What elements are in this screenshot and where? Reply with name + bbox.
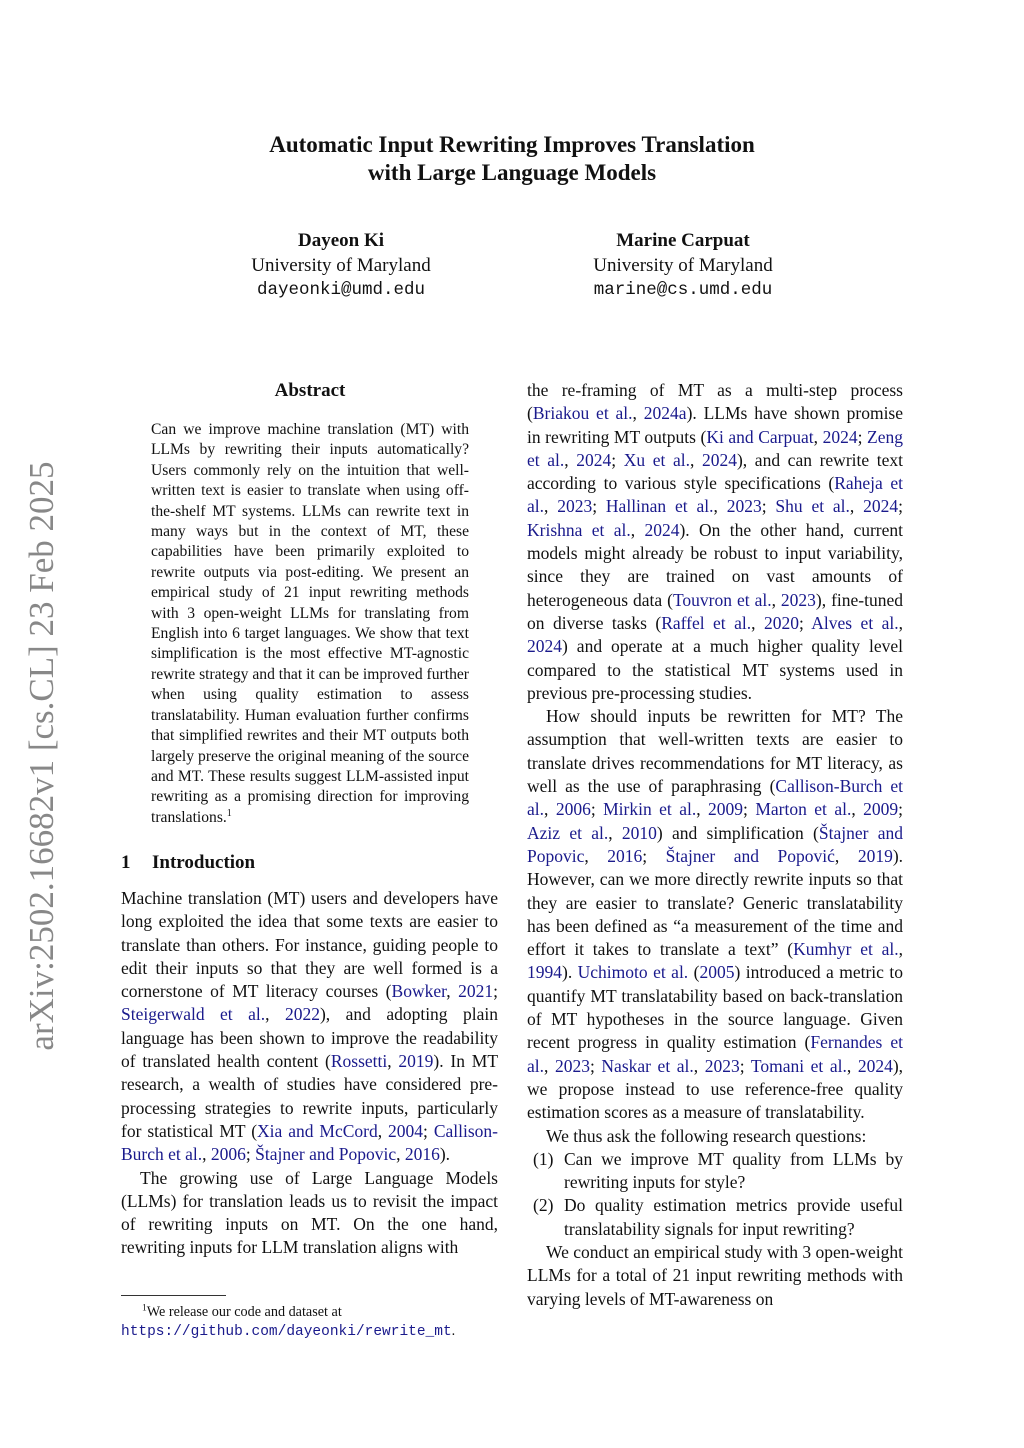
citation-link[interactable]: 2024: [527, 636, 562, 657]
citation-link[interactable]: 2024: [822, 426, 858, 447]
citation-link[interactable]: 2009: [863, 799, 899, 820]
citation-link[interactable]: 2016: [607, 845, 643, 866]
citation-link[interactable]: 2005: [699, 962, 735, 983]
citation-link[interactable]: 2023: [554, 1055, 590, 1076]
citation-link[interactable]: Štajner and Popović: [665, 845, 835, 866]
left-column: [121, 887, 498, 1260]
rq-text: Do quality estimation metrics provide useful translatability signals for input rewriting?: [564, 1195, 903, 1239]
citation-link[interactable]: Xia and McCord: [257, 1120, 378, 1141]
citation-link[interactable]: Touvron et al.: [672, 589, 772, 610]
arxiv-identifier: arXiv:2502.16682v1 [cs.CL] 23 Feb 2025: [22, 461, 61, 1051]
title-line-1: Automatic Input Rewriting Improves Translation: [269, 132, 755, 157]
citation-link[interactable]: Steigerwald et al.: [121, 1004, 266, 1025]
citation-link[interactable]: Zeng et al.: [527, 426, 903, 470]
intro-paragraph-4: How should inputs be rewritten for MT? The assumption that well-written texts are easier to translate drives recommendations for MT literacy, as well as the use of paraphrasing (Callison-Burch et al., 2006; Mirkin et al., 2009; Marton et al., 2009; Aziz et al., 2010) and simplification (Štajner and Popovic, 2016; Štajner and Popović, 2019). However, can we more directly rewrite inputs so that they are easier to translate? Generic translatability has been defined as “a measurement of the time and effort it takes to translate a text” (Kumhyr et al., 1994). Uchimoto et al. (2005) introduced a metric to quantify MT translatability based on back-translation of MT hypotheses in the source language. Given recent progress in quality estimation (Fernandes et al., 2023; Naskar et al., 2023; Tomani et al., 2024), we propose instead to use reference-free quality estimation scores as a measure of translatability.: [527, 706, 904, 1123]
research-question-1: [527, 1148, 903, 1195]
abstract-heading: Abstract: [274, 380, 346, 401]
citation-link[interactable]: Mirkin et al.: [603, 799, 697, 820]
citation-link[interactable]: 1994: [527, 962, 562, 983]
citation-link[interactable]: 2024: [701, 449, 737, 470]
section-heading-introduction: [121, 851, 499, 875]
citation-link[interactable]: 2016: [404, 1144, 440, 1165]
citation-link[interactable]: 2004: [388, 1120, 424, 1141]
citation-link[interactable]: 2024: [576, 449, 612, 470]
citation-link[interactable]: Aziz et al.: [527, 822, 609, 843]
citation-link[interactable]: 2010: [621, 822, 657, 843]
citation-link[interactable]: 2024: [863, 496, 899, 517]
citation-link[interactable]: 2006: [210, 1144, 246, 1165]
author-email[interactable]: dayeonki@umd.edu: [256, 280, 426, 300]
citation-link[interactable]: Fernandes et al.: [527, 1032, 904, 1076]
citation-link[interactable]: 2019: [398, 1051, 434, 1072]
right-column: [527, 379, 903, 1311]
title-line-2: with Large Language Models: [367, 160, 657, 185]
citation-link[interactable]: 2023: [726, 496, 762, 517]
citation-link[interactable]: 2009: [708, 799, 744, 820]
citation-link[interactable]: 2019: [857, 845, 893, 866]
citation-link[interactable]: 2006: [555, 799, 591, 820]
repository-link[interactable]: https://github.com/dayeonki/rewrite_mt: [121, 1323, 452, 1340]
research-question-2: [527, 1194, 903, 1241]
citation-link[interactable]: Raheja et al.: [527, 473, 903, 517]
footnote-number: 1: [142, 1303, 147, 1313]
citation-link[interactable]: Marton et al.: [755, 799, 852, 820]
footnote-divider: [121, 1295, 226, 1296]
author-block-1: [151, 229, 531, 303]
citation-link[interactable]: Bowker: [391, 981, 447, 1002]
citation-link[interactable]: Callison-Burch et al.: [121, 1120, 498, 1165]
paper-title: [0, 131, 1024, 187]
footnote-text: We release our code and dataset at: [146, 1303, 342, 1320]
citation-link[interactable]: Štajner and Popovic: [527, 822, 903, 866]
rq-number: (2): [533, 1195, 554, 1216]
abstract-text: [151, 420, 469, 828]
intro-paragraph-5: We conduct an empirical study with 3 open-weight LLMs for a total of 21 input rewriting methods with varying levels of MT-awareness on: [527, 1241, 903, 1309]
abstract-body-text: Can we improve machine translation (MT) with LLMs by rewriting their inputs automatically? Users commonly rely on the intuition that well-written text is easier to translate when using off-the-shelf MT systems. LLMs can rewrite text in many ways but in the context of MT, these capabilities have been primarily exploited to rewrite outputs via post-editing. We present an empirical study of 21 input rewriting methods with 3 open-weight LLMs for translating from English into 6 target languages. We show that text simplification is the most effective MT-agnostic rewrite strategy and that it can be improved further when using quality estimation to assess translatability. Human evaluation further confirms that simplified rewrites and their MT outputs both largely preserve the original meaning of the source and MT. These results suggest LLM-assisted input rewriting as a promising direction for improving translations.: [151, 421, 469, 826]
citation-link[interactable]: Naskar et al.: [601, 1055, 694, 1076]
rq-number: (1): [533, 1148, 554, 1169]
footnote-mark[interactable]: 1: [226, 807, 232, 819]
intro-paragraph-3: the re-framing of MT as a multi-step process (Briakou et al., 2024a). LLMs have shown promise in rewriting MT outputs (Ki and Carpuat, 2024; Zeng et al., 2024; Xu et al., 2024), and can rewrite text according to various style specifications (Raheja et al., 2023; Hallinan et al., 2023; Shu et al., 2024; Krishna et al., 2024). On the other hand, current models might already be robust to input variability, since they are trained on vast amounts of heterogeneous data (Touvron et al., 2023), fine-tuned on diverse tasks (Raffel et al., 2020; Alves et al., 2024) and operate at a much higher quality level compared to the statistical MT systems used in previous pre-processing studies.: [527, 380, 904, 703]
citation-link[interactable]: Callison-Burch et al.: [527, 776, 904, 820]
citation-link[interactable]: 2022: [284, 1004, 320, 1025]
author-affiliation: University of Maryland: [251, 254, 431, 276]
author-email[interactable]: marine@cs.umd.edu: [593, 280, 773, 300]
citation-link[interactable]: 2020: [763, 612, 799, 633]
citation-link[interactable]: 2023: [780, 589, 816, 610]
citation-link[interactable]: Tomani et al.: [750, 1055, 847, 1076]
citation-link[interactable]: Uchimoto et al.: [577, 962, 689, 983]
citation-link[interactable]: Krishna et al.: [527, 519, 631, 540]
citation-link[interactable]: Rossetti: [330, 1051, 388, 1072]
section-title: Introduction: [152, 852, 256, 873]
citation-link[interactable]: 2024: [857, 1055, 893, 1076]
footnote: $^1$We release our code and dataset at https://github.com/dayeonki/rewrite_mt.: [121, 1303, 456, 1340]
citation-link[interactable]: 2023: [704, 1055, 740, 1076]
citation-link[interactable]: 2023: [557, 496, 593, 517]
author-name: Marine Carpuat: [616, 230, 750, 251]
citation-link[interactable]: Raffel et al.: [661, 612, 752, 633]
citation-link[interactable]: 2024a: [643, 403, 687, 424]
author-block-2: [493, 229, 873, 303]
citation-link[interactable]: Štajner and Popovic: [255, 1144, 397, 1165]
citation-link[interactable]: Shu et al.: [775, 496, 850, 517]
section-number: 1: [121, 852, 131, 873]
rq-text: Can we improve MT quality from LLMs by rewriting inputs for style?: [564, 1148, 903, 1193]
citation-link[interactable]: 2021: [458, 981, 494, 1002]
citation-link[interactable]: Xu et al.: [623, 449, 690, 470]
intro-paragraph-2: The growing use of Large Language Models (LLMs) for translation leads us to revisit the impact of rewriting inputs on MT. On the one hand, rewriting inputs for LLM translation aligns with: [121, 1167, 498, 1258]
citation-link[interactable]: Alves et al.: [811, 612, 899, 633]
citation-link[interactable]: Hallinan et al.: [605, 496, 714, 517]
author-name: Dayeon Ki: [297, 230, 385, 251]
research-questions-intro: We thus ask the following research questions:: [546, 1125, 867, 1146]
research-questions-list: [527, 1148, 903, 1241]
intro-paragraph-1: Machine translation (MT) users and developers have long exploited the idea that some texts are easier to translate than others. For instance, guiding people to edit their inputs so that they are well formed is a cornerstone of MT literacy courses (Bowker, 2021; Steigerwald et al., 2022), and adopting plain language has been shown to improve the readability of translated health content (Rossetti, 2019). In MT research, a wealth of studies have considered pre-processing strategies to rewrite inputs, particularly for statistical MT (Xia and McCord, 2004; Callison-Burch et al., 2006; Štajner and Popovic, 2016).: [121, 888, 499, 1165]
author-affiliation: University of Maryland: [593, 254, 773, 276]
citation-link[interactable]: 2024: [644, 519, 680, 540]
citation-link[interactable]: Ki and Carpuat: [706, 426, 814, 447]
citation-link[interactable]: Briakou et al.: [532, 403, 633, 424]
citation-link[interactable]: Kumhyr et al.: [793, 939, 899, 960]
